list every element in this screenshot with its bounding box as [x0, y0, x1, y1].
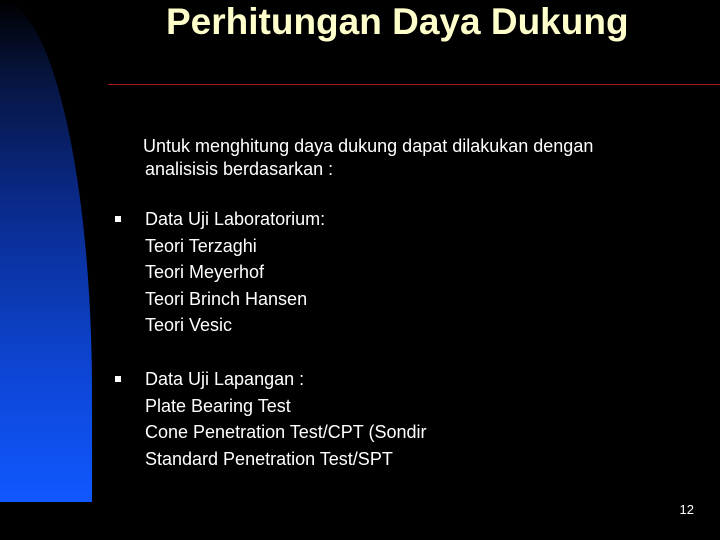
- list-item: Standard Penetration Test/SPT: [145, 448, 393, 469]
- laboratory-test-group: [145, 206, 325, 339]
- field-test-group: [145, 366, 427, 472]
- list-item: Teori Brinch Hansen: [145, 288, 308, 309]
- slide-title: Perhitungan Daya Dukung: [166, 1, 629, 42]
- list-item: Teori Meyerhof: [145, 262, 265, 282]
- blue-gradient-accent: [0, 0, 92, 502]
- square-bullet-icon: [115, 216, 121, 222]
- list-item: Teori Vesic: [145, 315, 233, 335]
- group-heading: Data Uji Lapangan :: [145, 369, 305, 389]
- intro-line-1: Untuk menghitung daya dukung dapat dilakukan dengan: [143, 136, 594, 156]
- list-item: Plate Bearing Test: [145, 395, 291, 416]
- list-item: Teori Terzaghi: [145, 235, 257, 256]
- intro-text: [143, 135, 703, 181]
- list-item: Cone Penetration Test/CPT (Sondir: [145, 422, 427, 442]
- group-heading: Data Uji Laboratorium:: [145, 209, 326, 229]
- page-number: 12: [679, 502, 694, 517]
- intro-line-2: analisisis berdasarkan :: [145, 159, 334, 179]
- square-bullet-icon: [115, 376, 121, 382]
- title-divider: [108, 84, 720, 85]
